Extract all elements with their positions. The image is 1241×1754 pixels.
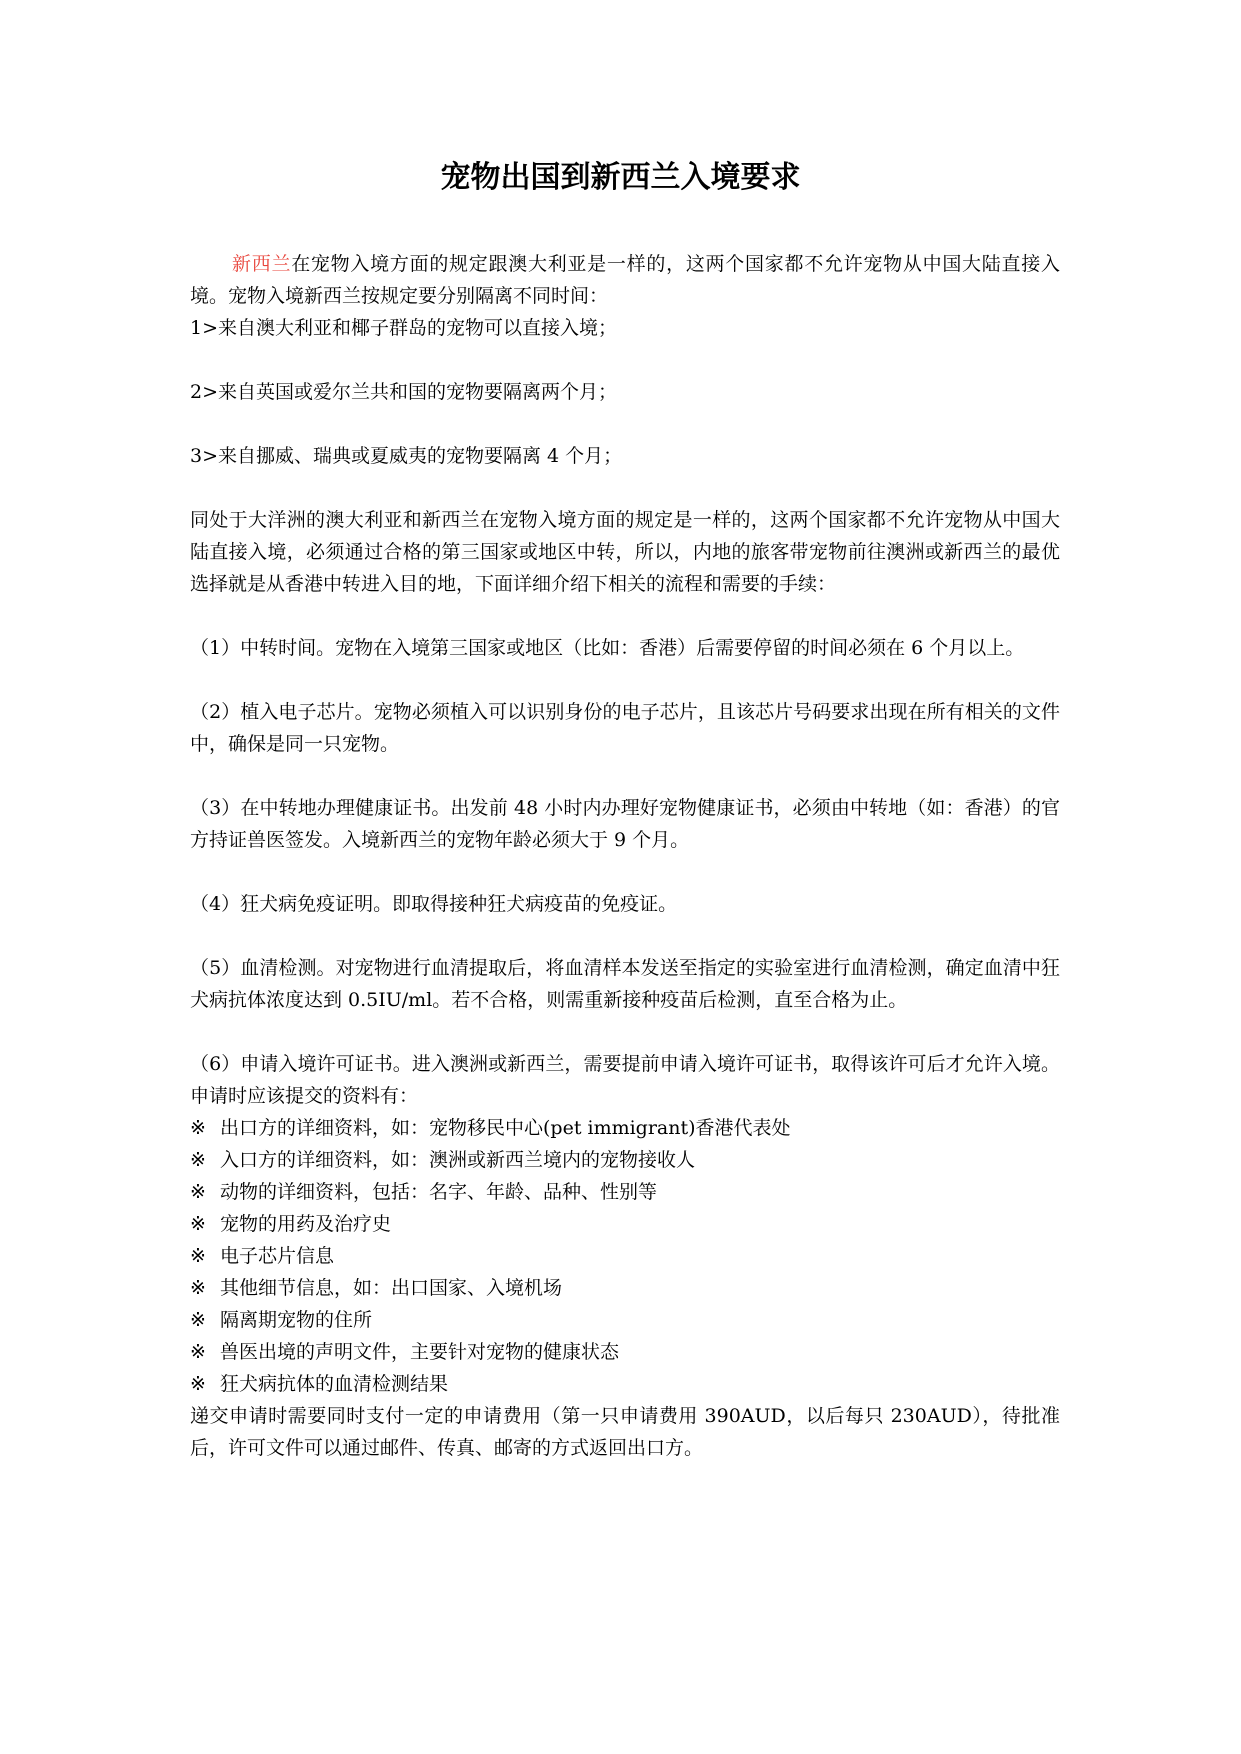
step-paragraph: （2）植入电子芯片。宠物必须植入可以识别身份的电子芯片，且该芯片号码要求出现在所有相关的文件中，确保是同一只宠物。: [190, 701, 1060, 755]
step-paragraph: （4）狂犬病免疫证明。即取得接种狂犬病疫苗的免疫证。: [190, 893, 678, 915]
reference-mark-icon: ※: [190, 1277, 206, 1299]
oceania-paragraph: 同处于大洋洲的澳大利亚和新西兰在宠物入境方面的规定是一样的，这两个国家都不允许宠物从中国大陆直接入境，必须通过合格的第三国家或地区中转，所以，内地的旅客带宠物前往澳洲或新西兰的最优选择就是从香港中转进入目的地，下面详细介绍下相关的流程和需要的手续：: [190, 509, 1060, 595]
list-item: ※ 兽医出境的声明文件，主要针对宠物的健康状态: [190, 1336, 1060, 1368]
step-paragraph: （3）在中转地办理健康证书。出发前 48 小时内办理好宠物健康证书，必须由中转地（如：香港）的官方持证兽医签发。入境新西兰的宠物年龄必须大于 9 个月。: [190, 797, 1060, 851]
quarantine-rule: 3>来自挪威、瑞典或夏威夷的宠物要隔离 4 个月；: [190, 445, 623, 467]
reference-mark-icon: ※: [190, 1373, 206, 1395]
list-item: ※ 其他细节信息，如：出口国家、入境机场: [190, 1272, 1060, 1304]
list-item: ※ 出口方的详细资料，如：宠物移民中心(pet immigrant)香港代表处: [190, 1112, 1060, 1144]
closing-paragraph: 递交申请时需要同时支付一定的申请费用（第一只申请费用 390AUD，以后每只 230AUD），待批准后，许可文件可以通过邮件、传真、邮寄的方式返回出口方。: [190, 1405, 1060, 1459]
required-documents-list: [190, 1112, 1060, 1400]
step-paragraph: （5）血清检测。对宠物进行血清提取后，将血清样本发送至指定的实验室进行血清检测，确定血清中狂犬病抗体浓度达到 0.5IU/ml。若不合格，则需重新接种疫苗后检测，直至合格为止。: [190, 957, 1060, 1011]
list-item: ※ 电子芯片信息: [190, 1240, 1060, 1272]
quarantine-rule: 1>来自澳大利亚和椰子群岛的宠物可以直接入境；: [190, 317, 618, 339]
list-item: ※ 狂犬病抗体的血清检测结果: [190, 1368, 1060, 1400]
reference-mark-icon: ※: [190, 1245, 206, 1267]
list-item: ※ 动物的详细资料，包括：名字、年龄、品种、性别等: [190, 1176, 1060, 1208]
reference-mark-icon: ※: [190, 1117, 206, 1139]
document-title: 宠物出国到新西兰入境要求: [440, 160, 801, 195]
reference-mark-icon: ※: [190, 1181, 206, 1203]
quarantine-rule: 2>来自英国或爱尔兰共和国的宠物要隔离两个月；: [190, 381, 618, 403]
list-item: ※ 入口方的详细资料，如：澳洲或新西兰境内的宠物接收人: [190, 1144, 1060, 1176]
reference-mark-icon: ※: [190, 1213, 206, 1235]
step-paragraph: （1）中转时间。宠物在入境第三国家或地区（比如：香港）后需要停留的时间必须在 6 个月以上。: [190, 637, 1025, 659]
list-item: ※ 宠物的用药及治疗史: [190, 1208, 1060, 1240]
document-body: [190, 248, 1060, 1464]
intro-paragraph: [190, 248, 1060, 312]
highlighted-term: 新西兰: [232, 253, 292, 275]
intro-text: 在宠物入境方面的规定跟澳大利亚是一样的，这两个国家都不允许宠物从中国大陆直接入境。宠物入境新西兰按规定要分别隔离不同时间：: [190, 253, 1060, 307]
reference-mark-icon: ※: [190, 1341, 206, 1363]
list-item: ※ 隔离期宠物的住所: [190, 1304, 1060, 1336]
step-paragraph: （6）申请入境许可证书。进入澳洲或新西兰，需要提前申请入境许可证书，取得该许可后才允许入境。申请时应该提交的资料有：: [190, 1053, 1060, 1107]
reference-mark-icon: ※: [190, 1309, 206, 1331]
reference-mark-icon: ※: [190, 1149, 206, 1171]
